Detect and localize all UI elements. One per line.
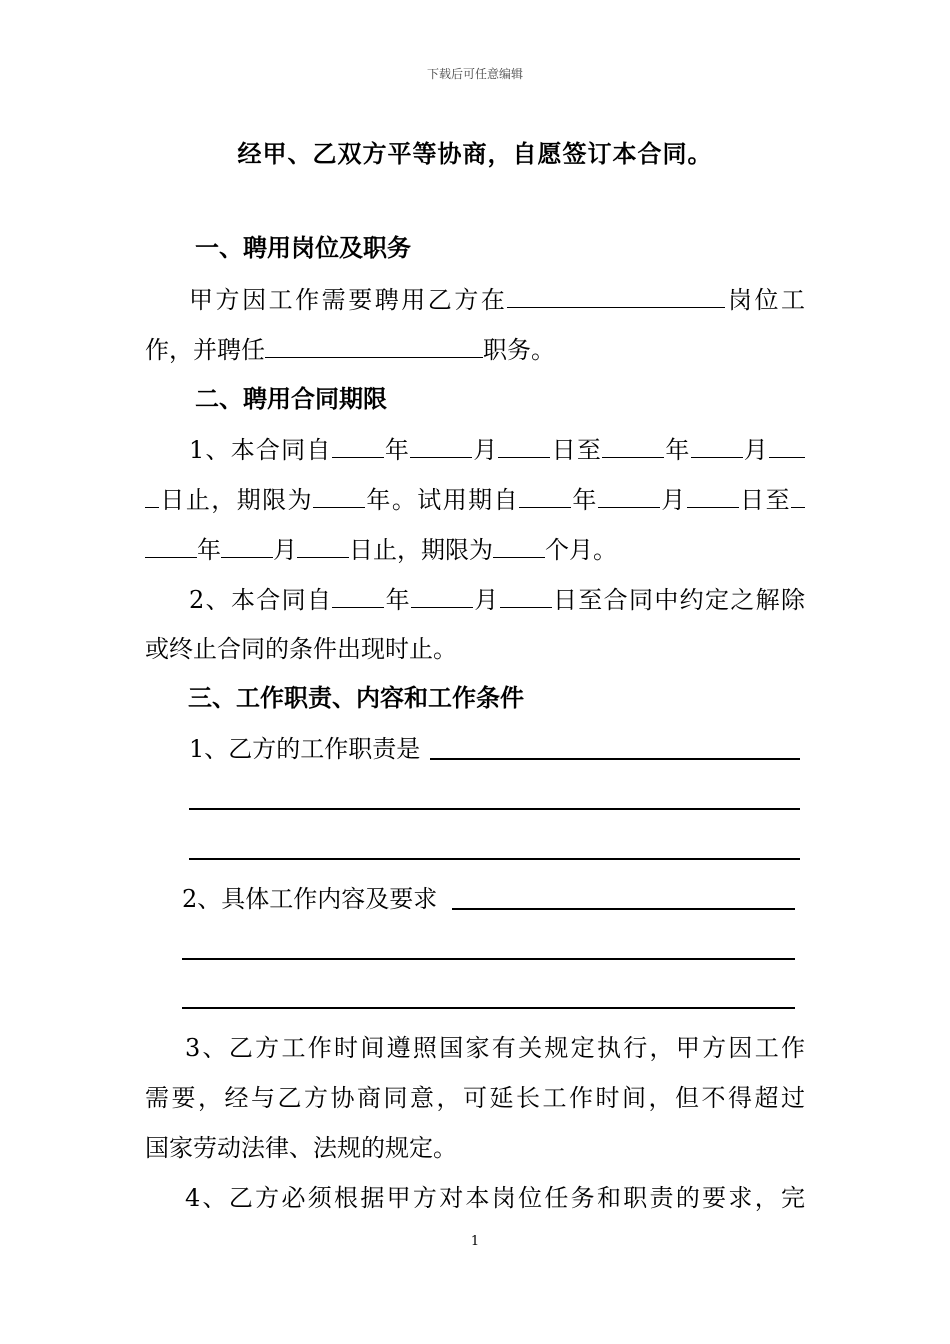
section-3-item-3-line-1 bbox=[145, 1032, 805, 1064]
blank bbox=[498, 433, 550, 458]
fill-line bbox=[182, 958, 795, 960]
blank bbox=[769, 433, 805, 458]
section-1-heading: 一、聘用岗位及职务 bbox=[195, 233, 411, 262]
text: 月 bbox=[742, 436, 769, 464]
blank bbox=[145, 483, 159, 508]
text: 岗位工 bbox=[725, 286, 806, 314]
blank bbox=[411, 583, 473, 608]
text: 4、乙方必须根据甲方对本岗位任务和职责的要求，完 bbox=[185, 1184, 805, 1212]
blank bbox=[332, 433, 384, 458]
section-2-clause-2-line-2: 或终止合同的条件出现时止。 bbox=[145, 635, 457, 663]
blank bbox=[598, 483, 660, 508]
text: 年 bbox=[664, 436, 691, 464]
header-note: 下载后可任意编辑 bbox=[426, 67, 523, 81]
text: 日至合同中约定之解除 bbox=[551, 586, 805, 614]
text: 年 bbox=[571, 486, 598, 514]
blank-post bbox=[507, 283, 725, 308]
text: 月 bbox=[472, 436, 499, 464]
section-1-para-line-1 bbox=[145, 283, 805, 316]
section-2-clause-1-line-1 bbox=[145, 433, 805, 466]
blank bbox=[519, 483, 571, 508]
page-number: 1 bbox=[470, 1234, 480, 1249]
blank bbox=[493, 533, 545, 558]
section-3-item-2-label: 2、具体工作内容及要求 bbox=[182, 885, 438, 913]
blank bbox=[313, 483, 365, 508]
fill-line bbox=[452, 908, 795, 910]
blank bbox=[221, 533, 273, 558]
blank bbox=[332, 583, 384, 608]
blank bbox=[691, 433, 743, 458]
text: 月 bbox=[472, 586, 500, 614]
text: 年。试用期自 bbox=[365, 486, 519, 514]
blank bbox=[297, 533, 349, 558]
blank bbox=[500, 583, 552, 608]
blank bbox=[687, 483, 739, 508]
text: 作，并聘任 bbox=[145, 336, 265, 364]
blank bbox=[410, 433, 472, 458]
blank bbox=[145, 533, 197, 558]
blank bbox=[602, 433, 664, 458]
text: 年 bbox=[197, 536, 221, 564]
blank-duty bbox=[265, 333, 483, 358]
text: 月 bbox=[659, 486, 687, 514]
contract-intro-title: 经甲、乙双方平等协商，自愿签订本合同。 bbox=[237, 139, 713, 168]
text: 日止，期限为 bbox=[159, 486, 313, 514]
section-2-heading: 二、聘用合同期限 bbox=[195, 384, 387, 413]
text: 月 bbox=[273, 536, 297, 564]
blank bbox=[791, 483, 805, 508]
section-3-item-4-line-1 bbox=[145, 1182, 805, 1214]
text: 3、乙方工作时间遵照国家有关规定执行，甲方因工作 bbox=[185, 1034, 805, 1062]
section-3-heading: 三、工作职责、内容和工作条件 bbox=[188, 683, 524, 712]
text: 职务。 bbox=[483, 336, 555, 364]
section-1-para-line-2 bbox=[145, 333, 805, 366]
text: 年 bbox=[384, 586, 411, 614]
text: 1、本合同自 bbox=[189, 436, 332, 464]
section-3-item-3-line-2: 需要，经与乙方协商同意，可延长工作时间，但不得超过 bbox=[145, 1084, 805, 1112]
fill-line bbox=[430, 758, 800, 760]
text: 甲方因工作需要聘用乙方在 bbox=[189, 286, 508, 314]
text: 2、本合同自 bbox=[189, 586, 333, 614]
text: 年 bbox=[383, 436, 411, 464]
fill-line bbox=[189, 808, 800, 810]
section-3-item-1-label: 1、乙方的工作职责是 bbox=[189, 735, 421, 763]
text: 日止，期限为 bbox=[349, 536, 493, 564]
text: 个月。 bbox=[545, 536, 617, 564]
section-2-clause-2-line-1 bbox=[145, 583, 805, 616]
text: 日至 bbox=[550, 436, 603, 464]
text: 日至 bbox=[738, 486, 792, 514]
fill-line bbox=[182, 1007, 795, 1009]
section-3-item-3-line-3: 国家劳动法律、法规的规定。 bbox=[145, 1134, 457, 1162]
section-2-clause-1-line-2 bbox=[145, 483, 805, 516]
section-2-clause-1-line-3 bbox=[145, 533, 805, 566]
fill-line bbox=[189, 858, 800, 860]
